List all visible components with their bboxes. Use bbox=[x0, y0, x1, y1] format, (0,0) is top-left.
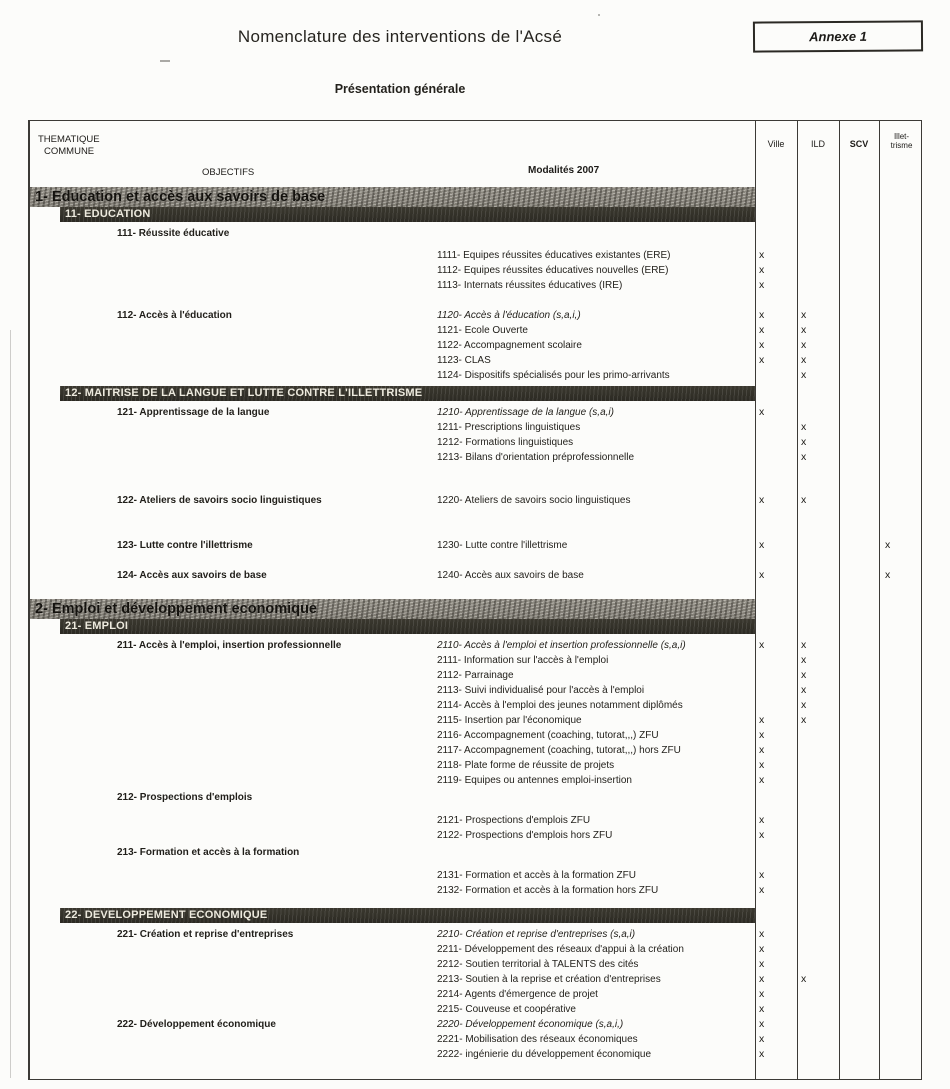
mark-ild: x bbox=[801, 639, 807, 651]
table-header bbox=[30, 121, 921, 187]
table-row bbox=[30, 942, 921, 957]
modality-label: 2220- Développement économique (s,a,i,) bbox=[437, 1019, 624, 1030]
modality-label: 2210- Création et reprise d'entreprises (s,a,i) bbox=[437, 929, 636, 940]
section-heading-band: 2- Emploi et développement economique bbox=[30, 599, 755, 619]
table-row bbox=[30, 405, 921, 420]
modality-label: 2117- Accompagnement (coaching, tutorat,,,) hors ZFU bbox=[437, 745, 681, 756]
table-row bbox=[30, 828, 921, 843]
modality-label: 1123- CLAS bbox=[437, 355, 491, 366]
mark-ville: x bbox=[759, 729, 765, 741]
scan-artifact-line bbox=[10, 330, 11, 1078]
table-row bbox=[30, 698, 921, 713]
mark-ville: x bbox=[759, 774, 765, 786]
objective-label: 212- Prospections d'emplois bbox=[117, 792, 253, 803]
table-row bbox=[30, 1032, 921, 1047]
scan-artifact-dot bbox=[598, 14, 600, 16]
modality-label: 1112- Equipes réussites éducatives nouvelles (ERE) bbox=[437, 265, 669, 276]
mark-ville: x bbox=[759, 869, 765, 881]
table-row bbox=[30, 972, 921, 987]
header-col-illettrisme-line2: trisme bbox=[890, 141, 913, 150]
mark-ville: x bbox=[759, 943, 765, 955]
header-col-ville: Ville bbox=[767, 139, 785, 149]
table-row bbox=[30, 278, 921, 293]
table-row bbox=[30, 538, 921, 553]
mark-ville: x bbox=[759, 539, 765, 551]
table-row bbox=[30, 713, 921, 728]
modality-label: 2122- Prospections d'emplois hors ZFU bbox=[437, 830, 613, 841]
page-title: Nomenclature des interventions de l'Acsé bbox=[237, 27, 563, 46]
header-col-scv: SCV bbox=[849, 139, 869, 149]
header-thematique-line1: THEMATIQUE bbox=[38, 134, 100, 145]
subsection-heading-band: 22- DEVELOPPEMENT ECONOMIQUE bbox=[60, 908, 755, 923]
modality-label: 2119- Equipes ou antennes emploi-insertion bbox=[437, 775, 632, 786]
mark-ild: x bbox=[801, 354, 807, 366]
mark-ild: x bbox=[801, 421, 807, 433]
header-thematique-line2: COMMUNE bbox=[44, 146, 95, 157]
table-row bbox=[30, 420, 921, 435]
table-row bbox=[30, 248, 921, 263]
modality-label: 1122- Accompagnement scolaire bbox=[437, 340, 582, 351]
modality-label: 2114- Accès à l'emploi des jeunes notamment diplômés bbox=[437, 700, 683, 711]
modality-label: 1120- Accès à l'éducation (s,a,i,) bbox=[437, 310, 581, 321]
mark-ild: x bbox=[801, 699, 807, 711]
header-col-illettrisme-line1: Illet- bbox=[893, 132, 910, 141]
table-row bbox=[30, 790, 921, 805]
modality-label: 2211- Développement des réseaux d'appui à la création bbox=[437, 944, 684, 955]
mark-ville: x bbox=[759, 324, 765, 336]
modality-label: 1211- Prescriptions linguistiques bbox=[437, 422, 581, 433]
modality-label: 2212- Soutien territorial à TALENTS des cités bbox=[437, 959, 639, 970]
objective-label: 213- Formation et accès à la formation bbox=[117, 847, 300, 858]
mark-ild: x bbox=[801, 451, 807, 463]
modality-label: 2113- Suivi individualisé pour l'accès à l'emploi bbox=[437, 685, 645, 696]
mark-ville: x bbox=[759, 958, 765, 970]
mark-illettrisme: x bbox=[885, 569, 891, 581]
section-heading-band: 1- Education et accès aux savoirs de base bbox=[30, 187, 755, 207]
modality-label: 2213- Soutien à la reprise et création d'entreprises bbox=[437, 974, 661, 985]
mark-ild: x bbox=[801, 684, 807, 696]
table-row bbox=[30, 368, 921, 383]
mark-ville: x bbox=[759, 759, 765, 771]
table-row bbox=[30, 1002, 921, 1017]
table-row bbox=[30, 493, 921, 508]
mark-ville: x bbox=[759, 354, 765, 366]
mark-ville: x bbox=[759, 569, 765, 581]
mark-illettrisme: x bbox=[885, 539, 891, 551]
modality-label: 2214- Agents d'émergence de projet bbox=[437, 989, 598, 1000]
modality-label: 2110- Accès à l'emploi et insertion professionnelle (s,a,i) bbox=[437, 640, 686, 651]
modality-label: 1220- Ateliers de savoirs socio linguistiques bbox=[437, 495, 631, 506]
table-row bbox=[30, 883, 921, 898]
mark-ville: x bbox=[759, 1018, 765, 1030]
objective-label: 123- Lutte contre l'illettrisme bbox=[117, 540, 253, 551]
mark-ville: x bbox=[759, 814, 765, 826]
table-body bbox=[30, 187, 921, 1062]
objective-label: 211- Accès à l'emploi, insertion professionnelle bbox=[117, 640, 342, 651]
modality-label: 1121- Ecole Ouverte bbox=[437, 325, 528, 336]
table-row bbox=[30, 568, 921, 583]
objective-label: 112- Accès à l'éducation bbox=[117, 310, 232, 321]
mark-ville: x bbox=[759, 309, 765, 321]
mark-ild: x bbox=[801, 369, 807, 381]
mark-ville: x bbox=[759, 406, 765, 418]
scan-artifact-dash bbox=[160, 60, 170, 62]
table-row bbox=[30, 743, 921, 758]
table-row bbox=[30, 758, 921, 773]
header-col-ild: ILD bbox=[810, 139, 825, 149]
mark-ville: x bbox=[759, 714, 765, 726]
modality-label: 1213- Bilans d'orientation préprofessionnelle bbox=[437, 452, 635, 463]
mark-ville: x bbox=[759, 928, 765, 940]
modality-label: 2131- Formation et accès à la formation ZFU bbox=[437, 870, 636, 881]
table-row bbox=[30, 1047, 921, 1062]
modality-label: 1113- Internats réussites éducatives (IRE) bbox=[437, 280, 623, 291]
objective-label: 124- Accès aux savoirs de base bbox=[117, 570, 267, 581]
objective-label: 222- Développement économique bbox=[117, 1019, 276, 1030]
mark-ville: x bbox=[759, 264, 765, 276]
table-row bbox=[30, 435, 921, 450]
table-row bbox=[30, 1017, 921, 1032]
table-row bbox=[30, 957, 921, 972]
mark-ild: x bbox=[801, 714, 807, 726]
table-row bbox=[30, 638, 921, 653]
mark-ild: x bbox=[801, 494, 807, 506]
mark-ild: x bbox=[801, 973, 807, 985]
subsection-heading-band: 11- EDUCATION bbox=[60, 207, 755, 222]
mark-ild: x bbox=[801, 669, 807, 681]
table-row bbox=[30, 353, 921, 368]
modality-label: 1210- Apprentissage de la langue (s,a,i) bbox=[437, 407, 614, 418]
mark-ild: x bbox=[801, 654, 807, 666]
modality-label: 2112- Parrainage bbox=[437, 670, 514, 681]
table-row bbox=[30, 845, 921, 860]
objective-label: 121- Apprentissage de la langue bbox=[117, 407, 270, 418]
modality-label: 2115- Insertion par l'économique bbox=[437, 715, 582, 726]
modality-label: 2116- Accompagnement (coaching, tutorat,,,) ZFU bbox=[437, 730, 659, 741]
subsection-heading-band: 21- EMPLOI bbox=[60, 619, 755, 634]
modality-label: 1230- Lutte contre l'illettrisme bbox=[437, 540, 568, 551]
table-row bbox=[30, 927, 921, 942]
mark-ville: x bbox=[759, 829, 765, 841]
objective-label: 111- Réussite éducative bbox=[117, 228, 230, 239]
modality-label: 2132- Formation et accès à la formation hors ZFU bbox=[437, 885, 659, 896]
mark-ville: x bbox=[759, 973, 765, 985]
table-row bbox=[30, 683, 921, 698]
table-row bbox=[30, 653, 921, 668]
mark-ild: x bbox=[801, 309, 807, 321]
mark-ild: x bbox=[801, 324, 807, 336]
modality-label: 2111- Information sur l'accès à l'emploi bbox=[437, 655, 609, 666]
table-row bbox=[30, 263, 921, 278]
table-row bbox=[30, 308, 921, 323]
table-row bbox=[30, 813, 921, 828]
mark-ville: x bbox=[759, 884, 765, 896]
mark-ville: x bbox=[759, 279, 765, 291]
table-row bbox=[30, 338, 921, 353]
mark-ville: x bbox=[759, 1003, 765, 1015]
mark-ville: x bbox=[759, 494, 765, 506]
annexe-box bbox=[753, 20, 923, 52]
table-row bbox=[30, 868, 921, 883]
modality-label: 1111- Equipes réussites éducatives existantes (ERE) bbox=[437, 250, 671, 261]
header-objectifs: OBJECTIFS bbox=[202, 167, 255, 178]
mark-ville: x bbox=[759, 744, 765, 756]
modality-label: 2118- Plate forme de réussite de projets bbox=[437, 760, 615, 771]
mark-ville: x bbox=[759, 339, 765, 351]
modality-label: 2222- ingénierie du développement économique bbox=[437, 1049, 652, 1060]
modality-label: 2221- Mobilisation des réseaux économiques bbox=[437, 1034, 638, 1045]
table-row bbox=[30, 668, 921, 683]
modality-label: 1212- Formations linguistiques bbox=[437, 437, 574, 448]
mark-ild: x bbox=[801, 436, 807, 448]
subsection-heading-band: 12- MAITRISE DE LA LANGUE ET LUTTE CONTRE L'ILLETTRISME bbox=[60, 386, 755, 401]
mark-ville: x bbox=[759, 1048, 765, 1060]
mark-ild: x bbox=[801, 339, 807, 351]
table-row bbox=[30, 773, 921, 788]
mark-ville: x bbox=[759, 249, 765, 261]
table-row bbox=[30, 450, 921, 465]
annexe-label: Annexe 1 bbox=[809, 28, 867, 45]
table-row bbox=[30, 226, 921, 241]
modality-label: 1124- Dispositifs spécialisés pour les primo-arrivants bbox=[437, 370, 670, 381]
modality-label: 1240- Accès aux savoirs de base bbox=[437, 570, 584, 581]
mark-ville: x bbox=[759, 1033, 765, 1045]
page-subtitle: Présentation générale bbox=[334, 82, 466, 96]
table-row bbox=[30, 323, 921, 338]
mark-ville: x bbox=[759, 639, 765, 651]
table-row bbox=[30, 987, 921, 1002]
modality-label: 2121- Prospections d'emplois ZFU bbox=[437, 815, 591, 826]
objective-label: 122- Ateliers de savoirs socio linguistiques bbox=[117, 495, 322, 506]
table-row bbox=[30, 728, 921, 743]
objective-label: 221- Création et reprise d'entreprises bbox=[117, 929, 294, 940]
mark-ville: x bbox=[759, 988, 765, 1000]
nomenclature-table bbox=[28, 120, 922, 1080]
modality-label: 2215- Couveuse et coopérative bbox=[437, 1004, 576, 1015]
header-modalites-2007: Modalités 2007 bbox=[528, 165, 600, 176]
